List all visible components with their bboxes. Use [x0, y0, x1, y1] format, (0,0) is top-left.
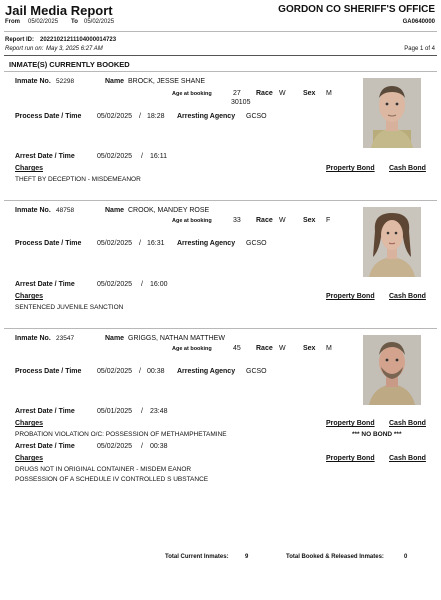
sex-label: Sex	[303, 90, 316, 97]
record-divider	[4, 328, 437, 329]
from-date: 05/02/2025	[28, 19, 59, 25]
inmate-name: BROCK, JESSE SHANE	[128, 78, 206, 85]
name-label: Name	[105, 78, 125, 85]
to-date: 05/02/2025	[84, 19, 115, 25]
charges-label: Charges	[15, 455, 44, 462]
arrest-label: Arrest Date / Time	[15, 153, 75, 160]
charge-text: POSSESSION OF A SCHEDULE IV CONTROLLED S UBSTANCE	[15, 476, 209, 483]
inmate-no: 48758	[56, 207, 75, 214]
inmate-name: GRIGGS, NATHAN MATTHEW	[128, 335, 225, 342]
age-label: Age at booking	[172, 91, 212, 97]
total-booked-label: Total Booked & Released Inmates:	[286, 554, 384, 560]
sex-value: M	[326, 90, 332, 97]
charges-label: Charges	[15, 165, 44, 172]
charge-text: DRUGS NOT IN ORIGINAL CONTAINER - MISDEM EANOR	[15, 466, 192, 473]
record-divider	[4, 200, 437, 201]
process-date: 05/02/2025	[97, 368, 133, 375]
report-id-label: Report ID:	[5, 37, 34, 43]
sex-value: F	[326, 217, 331, 224]
cash-bond-label: Cash Bond	[389, 293, 426, 300]
race-label: Race	[256, 345, 273, 352]
arrest-date: 05/02/2025	[97, 153, 133, 160]
date-separator: /	[141, 153, 143, 160]
date-separator: /	[141, 281, 143, 288]
race-value: W	[279, 345, 286, 352]
cash-bond-label: Cash Bond	[389, 455, 426, 462]
arrest-label: Arrest Date / Time	[15, 443, 75, 450]
arresting-label: Arresting Agency	[177, 240, 236, 247]
section-rule-bottom	[4, 71, 437, 72]
arrest-time: 16:00	[150, 281, 168, 288]
date-separator: /	[141, 408, 143, 415]
inmate-no-label: Inmate No.	[15, 78, 51, 85]
process-date: 05/02/2025	[97, 113, 133, 120]
total-current-value: 9	[245, 554, 249, 560]
section-rule-top	[4, 55, 437, 56]
process-label: Process Date / Time	[15, 240, 82, 247]
arresting-agency: GCSO	[246, 240, 267, 247]
total-booked-value: 0	[404, 554, 408, 560]
property-bond-label: Property Bond	[326, 165, 375, 172]
header-rule	[4, 31, 437, 32]
mugshot-photo-icon	[363, 78, 421, 148]
process-time: 18:28	[147, 113, 165, 120]
page-number: Page 1 of 4	[404, 46, 435, 52]
date-separator: /	[139, 240, 141, 247]
arrest-date: 05/01/2025	[97, 408, 133, 415]
race-label: Race	[256, 217, 273, 224]
total-current-label: Total Current Inmates:	[165, 554, 229, 560]
sex-value: M	[326, 345, 332, 352]
inmate-no: 52298	[56, 78, 75, 85]
cash-bond-label: Cash Bond	[389, 420, 426, 427]
race-label: Race	[256, 90, 273, 97]
process-date: 05/02/2025	[97, 240, 133, 247]
inmate-name: CROOK, MANDEY ROSE	[128, 207, 210, 214]
race-value: W	[279, 90, 286, 97]
charge-text: SENTENCED JUVENILE SANCTION	[15, 304, 124, 311]
age-value: 45	[233, 345, 241, 352]
process-time: 16:31	[147, 240, 165, 247]
name-label: Name	[105, 335, 125, 342]
from-label: From	[5, 19, 20, 25]
report-title: Jail Media Report	[5, 3, 113, 18]
section-title: INMATE(S) CURRENTLY BOOKED	[9, 60, 130, 69]
arresting-label: Arresting Agency	[177, 113, 236, 120]
sex-label: Sex	[303, 345, 316, 352]
inmate-no: 23547	[56, 335, 75, 342]
arrest-time: 16:11	[150, 153, 167, 160]
age-extra: 30105	[231, 99, 251, 106]
arrest-time: 23:48	[150, 408, 168, 415]
date-separator: /	[139, 113, 141, 120]
property-bond-label: Property Bond	[326, 455, 375, 462]
sex-label: Sex	[303, 217, 316, 224]
process-time: 00:38	[147, 368, 165, 375]
process-label: Process Date / Time	[15, 368, 82, 375]
to-label: To	[71, 19, 78, 25]
property-bond-label: Property Bond	[326, 293, 375, 300]
age-value: 33	[233, 217, 241, 224]
age-label: Age at booking	[172, 218, 212, 224]
mugshot-photo-icon	[363, 335, 421, 405]
arrest-date: 05/02/2025	[97, 443, 133, 450]
report-id: 20221021211104000014723	[40, 37, 117, 43]
name-label: Name	[105, 207, 125, 214]
run-on: May 3, 2025 6:27 AM	[46, 46, 103, 52]
inmate-no-label: Inmate No.	[15, 207, 51, 214]
arresting-label: Arresting Agency	[177, 368, 236, 375]
run-on-label: Report run on:	[5, 46, 44, 52]
age-label: Age at booking	[172, 346, 212, 352]
date-separator: /	[141, 443, 143, 450]
charges-label: Charges	[15, 420, 44, 427]
agency-name: GORDON CO SHERIFF'S OFFICE	[278, 4, 435, 15]
arresting-agency: GCSO	[246, 113, 267, 120]
charges-label: Charges	[15, 293, 44, 300]
inmate-no-label: Inmate No.	[15, 335, 51, 342]
cash-bond-label: Cash Bond	[389, 165, 426, 172]
race-value: W	[279, 217, 286, 224]
bond-note: *** NO BOND ***	[352, 431, 402, 438]
arresting-agency: GCSO	[246, 368, 267, 375]
date-separator: /	[139, 368, 141, 375]
mugshot-photo-icon	[363, 207, 421, 277]
charge-text: PROBATION VIOLATION O/C: POSSESSION OF METHAMPHETAMINE	[15, 431, 227, 438]
age-value: 27	[233, 90, 241, 97]
arrest-label: Arrest Date / Time	[15, 281, 75, 288]
agency-id: GA0640000	[402, 19, 435, 25]
arrest-label: Arrest Date / Time	[15, 408, 75, 415]
charge-text: THEFT BY DECEPTION - MISDEMEANOR	[15, 176, 141, 183]
arrest-time: 00:38	[150, 443, 168, 450]
arrest-date: 05/02/2025	[97, 281, 133, 288]
process-label: Process Date / Time	[15, 113, 82, 120]
property-bond-label: Property Bond	[326, 420, 375, 427]
